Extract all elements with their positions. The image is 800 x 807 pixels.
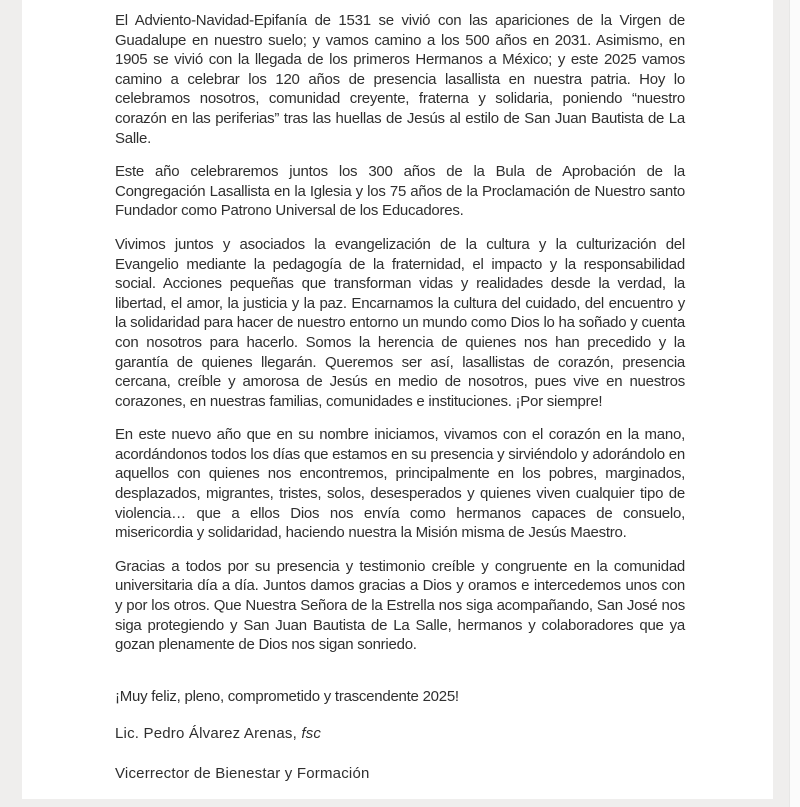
signature-title: Vicerrector de Bienestar y Formación <box>115 765 370 782</box>
signature-name <box>115 724 685 744</box>
letter-paragraph: Vivimos juntos y asociados la evangelización de la cultura y la culturización del Evangelio mediante la pedagogía de la fraternidad, el impacto y la responsabilidad social. Acciones pequeñas que transforman vidas y realidades desde la verdad, la libertad, el amor, la justicia y la paz. Encarnamos la cultura del cuidado, del encuentro y la solidaridad para hacer de nuestro entorno un mundo como Dios lo ha soñado y cuenta con nosotros para hacerlo. Somos la herencia de quienes nos han precedido y la garantía de quienes llegarán. Queremos ser así, lasallistas de corazón, presencia cercana, creíble y amorosa de Jesús en medio de nosotros, pues vive en nuestros corazones, en nuestras familias, comunidades e instituciones. ¡Por siempre! <box>115 235 685 410</box>
email-body-card <box>22 0 773 799</box>
signature-fsc-suffix: fsc <box>301 725 322 743</box>
letter-paragraph: Este año celebraremos juntos los 300 años de la Bula de Aprobación de la Congregación Lasallista en la Iglesia y los 75 años de la Proclamación de Nuestro santo Fundador como Patrono Universal de los Educadores. <box>115 163 685 220</box>
letter-paragraph: Gracias a todos por su presencia y testimonio creíble y congruente en la comunidad universitaria día a día. Juntos damos gracias a Dios y oramos e intercedemos unos con y por los otros. Que Nuestra Señora de la Estrella nos siga acompañando, San José nos siga protegiendo y San Juan Bautista de La Salle, hermanos y colaboradores que ya gozan plenamente de Dios nos sigan sonriedo. <box>115 557 685 654</box>
closing-line: ¡Muy feliz, pleno, comprometido y trascendente 2025! <box>115 687 459 705</box>
signature-name-text: Lic. Pedro Álvarez Arenas, <box>115 725 302 743</box>
scrollbar-track[interactable] <box>789 0 800 807</box>
letter-paragraph: En este nuevo año que en su nombre iniciamos, vivamos con el corazón en la mano, acordándonos todos los días que estamos en su presencia y sirviéndolo y adorándolo en aquellos con quienes nos encontremos, principalmente en los pobres, marginados, desplazados, migrantes, tristes, solos, desesperados y quienes viven cualquier tipo de violencia… que a ellos Dios nos envía como hermanos capaces de consuelo, misericordia y solidaridad, haciendo nuestra la Misión misma de Jesús Maestro. <box>115 426 685 542</box>
letter-body <box>115 0 685 799</box>
letter-paragraph: El Adviento-Navidad-Epifanía de 1531 se vivió con las apariciones de la Virgen de Guadalupe en nuestro suelo; y vamos camino a los 500 años en 2031. Asimismo, en 1905 se vivió con la llegada de los primeros Hermanos a México; y este 2025 vamos camino a celebrar los 120 años de presencia lasallista en nuestra patria. Hoy lo celebramos nosotros, comunidad creyente, fraterna y solidaria, poniendo “nuestro corazón en las periferias” tras las huellas de Jesús al estilo de San Juan Bautista de La Salle. <box>115 12 685 147</box>
